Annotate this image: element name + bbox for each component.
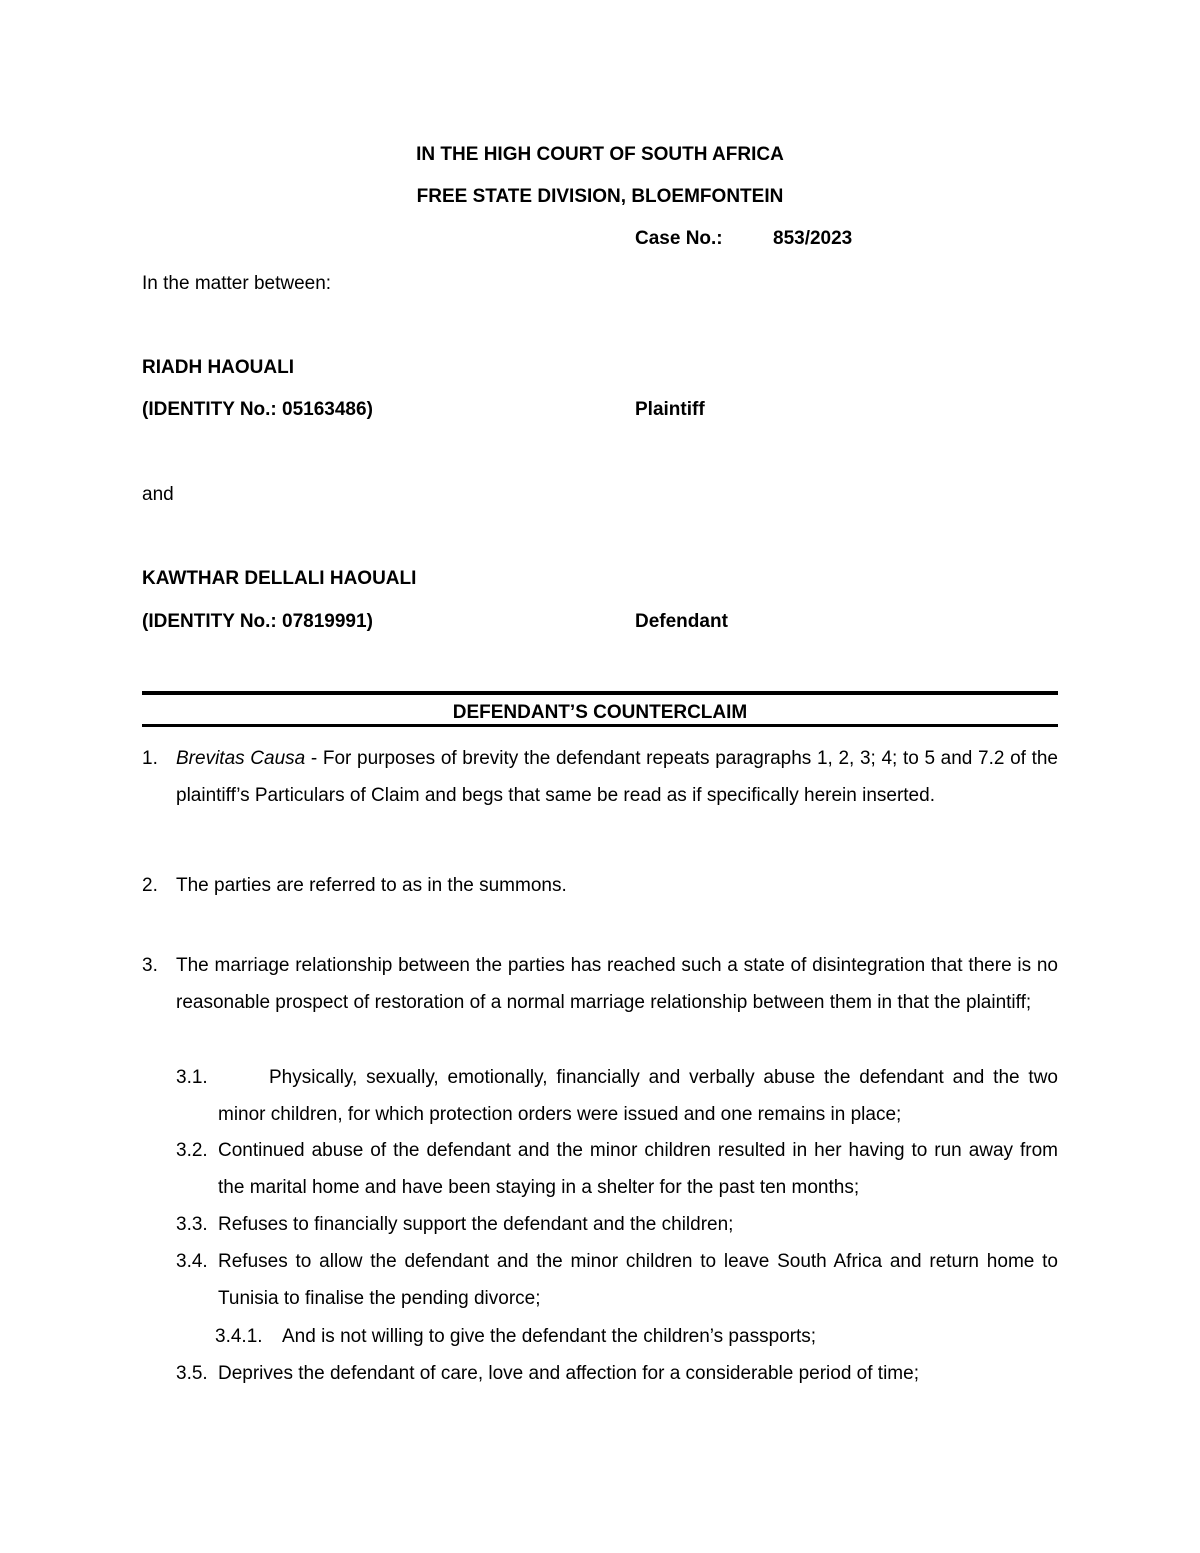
paragraph-2-text: The parties are referred to as in the summons. [176, 875, 567, 896]
case-number-label: Case No.: [635, 228, 723, 249]
paragraph-1 [142, 740, 1058, 851]
defendant-role: Defendant [635, 611, 728, 632]
paragraph-2-number: 2. [142, 875, 158, 896]
subparagraph-3-5 [176, 1355, 1058, 1392]
subparagraph-3-2-number: 3.2. [176, 1140, 208, 1161]
subparagraph-3-4-number: 3.4. [176, 1251, 208, 1272]
court-title: IN THE HIGH COURT OF SOUTH AFRICA [416, 144, 784, 165]
paragraph-1-number: 1. [142, 748, 158, 769]
subparagraph-3-2 [176, 1132, 1058, 1206]
paragraph-3-text: The marriage relationship between the parties has reached such a state of disintegration that there is no reasonable prospect of restoration of a normal marriage relationship between them in that the plaintiff; [176, 955, 1058, 1013]
plaintiff-role: Plaintiff [635, 399, 705, 420]
top-rule [142, 691, 1058, 695]
subparagraph-3-3-number: 3.3. [176, 1214, 208, 1235]
paragraph-2 [142, 867, 1058, 904]
subparagraph-3-4-1-number: 3.4.1. [215, 1326, 263, 1347]
defendant-identity: (IDENTITY No.: 07819991) [142, 611, 373, 632]
plaintiff-name: RIADH HAOUALI [142, 357, 294, 378]
paragraph-3-number: 3. [142, 955, 158, 976]
case-number-value: 853/2023 [773, 228, 853, 249]
subparagraph-3-4 [176, 1243, 1058, 1317]
bottom-rule [142, 724, 1058, 727]
subparagraph-3-1 [176, 1059, 1058, 1133]
and-text: and [142, 484, 174, 505]
subparagraph-3-3 [176, 1206, 1058, 1243]
subparagraph-3-4-1-text: And is not willing to give the defendant the children’s passports; [282, 1326, 817, 1347]
subparagraph-3-1-text: Physically, sexually, emotionally, financially and verbally abuse the defendant and the two minor children, for which protection orders were issued and one remains in place; [218, 1067, 1058, 1125]
plaintiff-identity: (IDENTITY No.: 05163486) [142, 399, 373, 420]
paragraph-3 [142, 947, 1058, 1058]
subparagraph-3-4-1 [215, 1318, 1058, 1355]
division-title: FREE STATE DIVISION, BLOEMFONTEIN [416, 186, 784, 207]
matter-between: In the matter between: [142, 273, 332, 294]
subparagraph-3-5-text: Deprives the defendant of care, love and affection for a considerable period of time; [218, 1363, 919, 1384]
subparagraph-3-2-text: Continued abuse of the defendant and the minor children resulted in her having to run away from the marital home and have been staying in a shelter for the past ten months; [218, 1140, 1058, 1198]
subparagraph-3-1-number: 3.1. [176, 1067, 208, 1088]
section-title: DEFENDANT’S COUNTERCLAIM [452, 702, 748, 723]
subparagraph-3-4-text: Refuses to allow the defendant and the minor children to leave South Africa and return home to Tunisia to finalise the pending divorce; [218, 1251, 1058, 1309]
paragraph-1-text: Brevitas Causa - For purposes of brevity the defendant repeats paragraphs 1, 2, 3; 4; to 5 and 7.2 of the plaintiff’s Particulars of Claim and begs that same be read as if specifically herein inserted. [176, 748, 1058, 806]
brevitas-causa: Brevitas Causa [176, 748, 306, 769]
subparagraph-3-3-text: Refuses to financially support the defendant and the children; [218, 1214, 734, 1235]
subparagraph-3-5-number: 3.5. [176, 1363, 208, 1384]
defendant-name: KAWTHAR DELLALI HAOUALI [142, 568, 417, 589]
